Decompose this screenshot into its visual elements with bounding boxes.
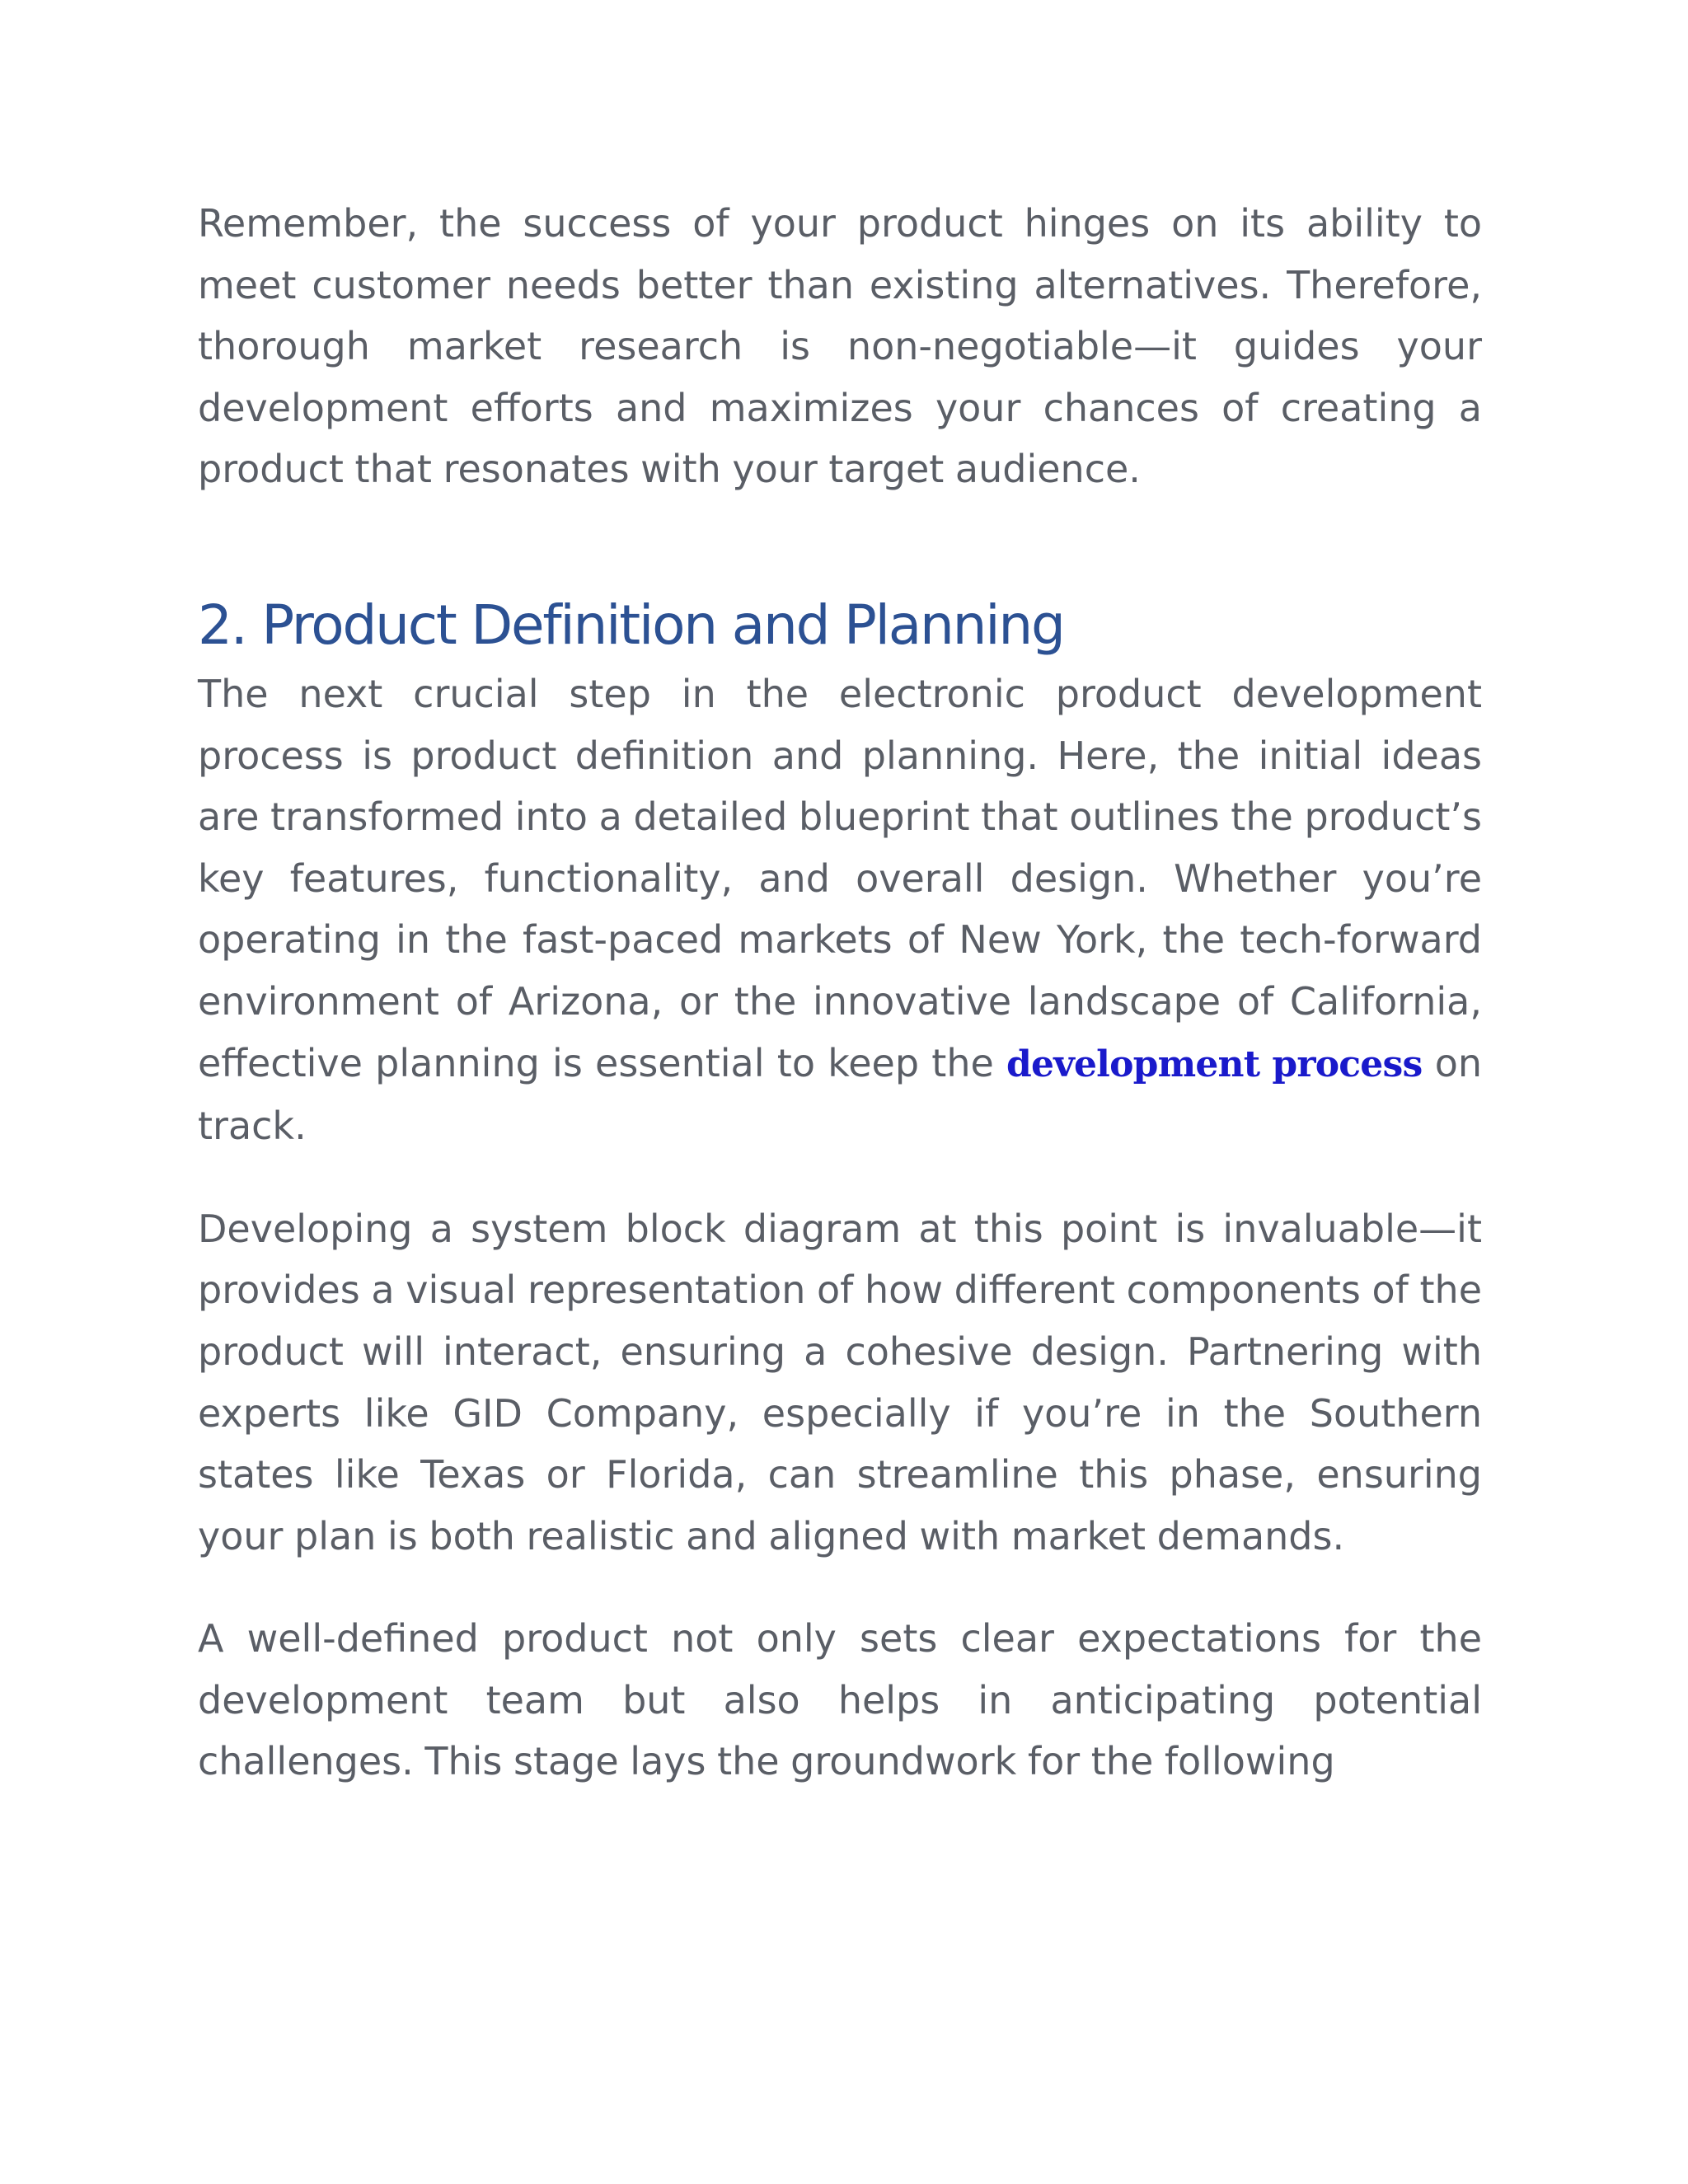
paragraph-intro: Remember, the success of your product hinges on its ability to meet customer needs better than existing alternatives. Therefore, thorough market research is non-negotiable—it guides your development efforts and maximizes your chances of creating a product that resonates with your target audience. (198, 201, 1482, 492)
paragraph-definition-text: The next crucial step in the electronic product development process is product definition and planning. Here, the initial ideas are transformed into a detailed blueprint that outlines the product’s key features, functionality, and overall design. Whether you’re operating in the fast-paced markets of New York, the tech-forward environment of Arizona, or the innovative landscape of California, effective planning is essential to keep the (198, 671, 1482, 1085)
paragraph-block-diagram: Developing a system block diagram at this point is invaluable—it provides a visual representation of how different components of the product will interact, ensuring a cohesive design. Partnering with experts like GID Company, especially if you’re in the Southern states like Texas or Florida, can streamline this phase, ensuring your plan is both realistic and aligned with market demands. (198, 1206, 1482, 1558)
section-heading: 2. Product Definition and Planning (198, 593, 1064, 657)
paragraph-definition (198, 663, 1482, 1157)
paragraph-well-defined: A well-defined product not only sets clear expectations for the development team but also helps in anticipating potential challenges. This stage lays the groundwork for the following (198, 1616, 1482, 1784)
development-process-link[interactable]: development process (1006, 1043, 1423, 1085)
document-content (198, 193, 1482, 1793)
paragraph-definition-tail: on track. (198, 1040, 1482, 1149)
